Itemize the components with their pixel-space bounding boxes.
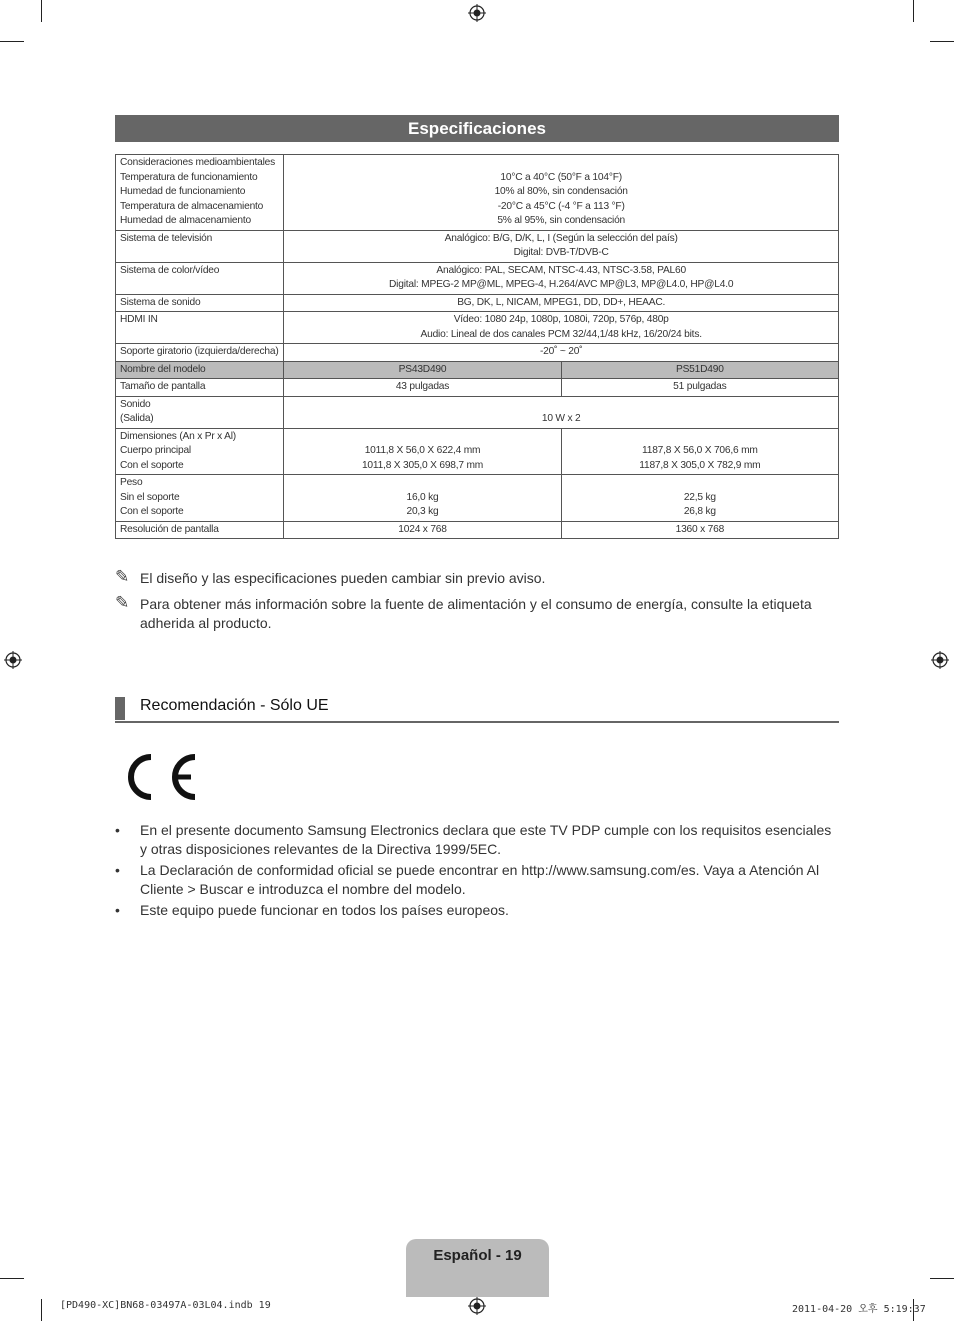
- footer-file-info: [PD490-XC]BN68-03497A-03L04.indb 19: [60, 1300, 271, 1311]
- spec-row: [116, 428, 839, 475]
- spec-value-cell: [284, 230, 839, 262]
- spec-row: [116, 344, 839, 362]
- spec-value: 1360 x 768: [675, 523, 725, 535]
- spec-row: [116, 379, 839, 397]
- spec-label-cell: [116, 428, 284, 475]
- spec-value: Analógico: PAL, SECAM, NTSC-4.43, NTSC-3.58, PAL60: [436, 264, 686, 276]
- spec-label: Temperatura de almacenamiento: [120, 200, 264, 212]
- spec-value: 43 pulgadas: [395, 381, 450, 392]
- spec-label: Sistema de sonido: [120, 296, 201, 308]
- spec-label: Resolución de pantalla: [120, 523, 219, 535]
- crop-mark: [0, 1278, 24, 1279]
- spec-value: -20°C a 45°C (-4 °F a 113 °F): [497, 200, 625, 212]
- crop-mark: [930, 1278, 954, 1279]
- spec-value-cell: [284, 361, 561, 379]
- spec-value: Audio: Lineal de dos canales PCM 32/44,1/48 kHz, 16/20/24 bits.: [420, 328, 702, 340]
- spec-value: 16,0 kg: [406, 491, 439, 503]
- spec-row: [116, 521, 839, 539]
- heading-marker: [115, 697, 125, 720]
- spec-label: Peso: [120, 477, 143, 488]
- recommendation-heading: [115, 697, 839, 723]
- spec-label-cell: [116, 475, 284, 522]
- bullet-icon: •: [115, 822, 120, 838]
- bullet-text: Este equipo puede funcionar en todos los países europeos.: [140, 902, 509, 918]
- spec-label: Nombre del modelo: [120, 363, 206, 375]
- spec-value: PS51D490: [675, 363, 724, 375]
- spec-label: Humedad de almacenamiento: [120, 215, 251, 226]
- spec-value: 22,5 kg: [683, 491, 716, 503]
- spec-label: Humedad de funcionamiento: [120, 186, 246, 197]
- spec-value: 1187,8 X 305,0 X 782,9 mm: [639, 459, 761, 471]
- spec-value: 26,8 kg: [683, 506, 716, 517]
- section-title: Especificaciones: [115, 115, 839, 142]
- spec-label-cell: [116, 396, 284, 428]
- registration-mark-icon: [4, 651, 22, 669]
- spec-value-cell: [284, 312, 839, 344]
- spec-value-cell: [284, 475, 561, 522]
- spec-value-cell: [284, 396, 839, 428]
- spec-label: HDMI IN: [120, 314, 158, 325]
- pencil-note-icon: ✎: [115, 593, 130, 612]
- crop-mark: [41, 1299, 42, 1321]
- spec-label-cell: [116, 230, 284, 262]
- spec-table: [115, 154, 839, 539]
- page-number-tab: [406, 1239, 549, 1297]
- crop-mark: [913, 0, 914, 22]
- spec-label: Dimensiones (An x Pr x Al): [120, 430, 236, 442]
- registration-mark-icon: [468, 1297, 486, 1315]
- spec-row: [116, 475, 839, 522]
- model-header-row: [116, 361, 839, 379]
- spec-row: [116, 312, 839, 344]
- crop-mark: [41, 0, 42, 22]
- spec-row: [116, 294, 839, 312]
- spec-value-cell: [284, 428, 561, 475]
- spec-label: Sonido: [120, 398, 151, 410]
- spec-label: Sistema de televisión: [120, 232, 213, 244]
- spec-label: Tamaño de pantalla: [120, 381, 206, 392]
- recommendation-title: Recomendación - Sólo UE: [140, 697, 329, 714]
- spec-value-cell: [284, 521, 561, 539]
- spec-label-cell: [116, 344, 284, 362]
- spec-value: 1187,8 X 56,0 X 706,6 mm: [642, 445, 758, 456]
- spec-value: 1011,8 X 56,0 X 622,4 mm: [364, 445, 481, 456]
- spec-value: -20˚ ~ 20˚: [539, 346, 583, 357]
- spec-label-cell: [116, 312, 284, 344]
- spec-value-cell: [561, 361, 838, 379]
- spec-row: [116, 396, 839, 428]
- spec-label-cell: [116, 155, 284, 231]
- page-label: Español - 19: [433, 1247, 522, 1264]
- spec-value-cell: [561, 475, 838, 522]
- footer-timestamp: 2011-04-20 오후 5:19:37: [792, 1304, 926, 1315]
- registration-mark-icon: [931, 651, 949, 669]
- crop-mark: [930, 41, 954, 42]
- spec-label: Con el soporte: [120, 506, 184, 517]
- spec-value: Digital: DVB-T/DVB-C: [513, 247, 609, 258]
- spec-value-cell: [561, 521, 838, 539]
- spec-label: Temperatura de funcionamiento: [120, 171, 258, 183]
- pencil-note-icon: ✎: [115, 567, 130, 586]
- spec-value-cell: [284, 294, 839, 312]
- registration-mark-icon: [468, 4, 486, 22]
- spec-value: 1011,8 X 305,0 X 698,7 mm: [361, 459, 484, 471]
- spec-value: 51 pulgadas: [673, 381, 727, 392]
- spec-label: Soporte giratorio (izquierda/derecha): [120, 346, 279, 357]
- spec-value-cell: [284, 155, 839, 231]
- spec-value: 10°C a 40°C (50°F a 104°F): [500, 171, 622, 183]
- spec-value-cell: [561, 379, 838, 397]
- spec-value: BG, DK, L, NICAM, MPEG1, DD, DD+, HEAAC.: [457, 296, 666, 308]
- note-text: Para obtener más información sobre la fuente de alimentación y el consumo de energía, consulte la etiqueta adherida al producto.: [140, 596, 812, 631]
- spec-label-cell: [116, 262, 284, 294]
- spec-value: 10% al 80%, sin condensación: [494, 186, 628, 197]
- spec-label-cell: [116, 361, 284, 379]
- spec-value: Analógico: B/G, D/K, L, I (Según la selección del país): [444, 232, 678, 244]
- spec-label-cell: [116, 379, 284, 397]
- spec-label: (Salida): [120, 413, 154, 424]
- spec-value-cell: [284, 262, 839, 294]
- bullet-text: En el presente documento Samsung Electronics declara que este TV PDP cumple con los requisitos esenciales y otras disposiciones relevantes de la Directiva 1999/5EC.: [140, 822, 832, 857]
- spec-value: 20,3 kg: [406, 506, 439, 517]
- note-text: El diseño y las especificaciones pueden cambiar sin previo aviso.: [140, 570, 546, 586]
- bullet-icon: •: [115, 902, 120, 918]
- spec-value-cell: [284, 344, 839, 362]
- spec-value: 10 W x 2: [541, 413, 581, 424]
- spec-row: [116, 230, 839, 262]
- spec-value: 1024 x 768: [398, 523, 447, 535]
- spec-label-cell: [116, 521, 284, 539]
- bullet-icon: •: [115, 862, 120, 878]
- spec-value: 5% al 95%, sin condensación: [497, 215, 626, 226]
- spec-value: PS43D490: [398, 363, 447, 375]
- spec-label: Con el soporte: [120, 459, 184, 471]
- spec-label: Sistema de color/vídeo: [120, 264, 220, 276]
- spec-value-cell: [561, 428, 838, 475]
- spec-label-cell: [116, 294, 284, 312]
- spec-row: [116, 155, 839, 231]
- spec-label: Consideraciones medioambientales: [120, 157, 275, 168]
- crop-mark: [0, 41, 24, 42]
- spec-value-cell: [284, 379, 561, 397]
- spec-value: Vídeo: 1080 24p, 1080p, 1080i, 720p, 576p, 480p: [453, 314, 669, 325]
- bullet-text: La Declaración de conformidad oficial se puede encontrar en http://www.samsung.com/es. Vaya a Atención Al Cliente > Buscar e introduzca el nombre del modelo.: [140, 862, 820, 897]
- spec-value: Digital: MPEG-2 MP@ML, MPEG-4, H.264/AVC MP@L3, MP@L4.0, HP@L4.0: [389, 279, 734, 290]
- spec-label: Sin el soporte: [120, 491, 180, 503]
- spec-label: Cuerpo principal: [120, 445, 191, 456]
- spec-row: [116, 262, 839, 294]
- ce-mark-icon: [123, 751, 201, 803]
